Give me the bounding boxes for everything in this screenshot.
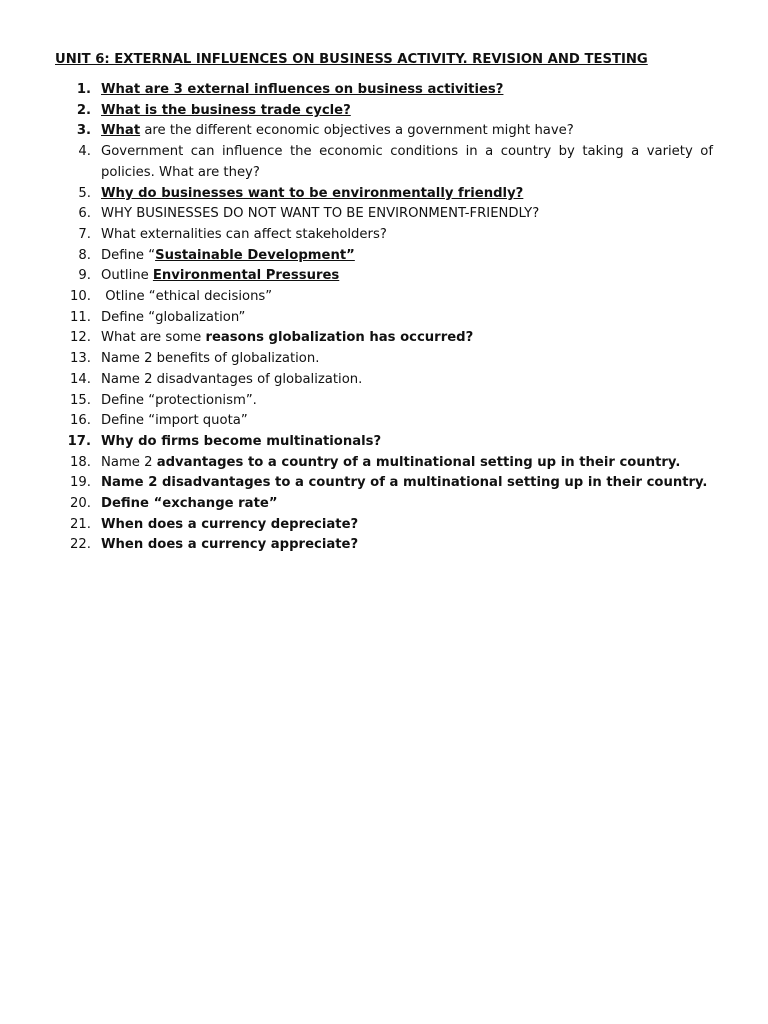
question-text: What are some — [101, 330, 206, 346]
question-item — [55, 225, 713, 246]
question-text: Name 2 disadvantages to a country of a multinational setting up in their country. — [101, 475, 708, 491]
question-number: 5. — [78, 185, 91, 201]
question-number: 15. — [70, 392, 91, 408]
question-number: 13. — [70, 351, 91, 367]
question-text: Sustainable Development” — [155, 247, 355, 263]
question-number: 8. — [78, 247, 91, 263]
question-text: Name 2 — [101, 454, 157, 470]
question-item — [55, 453, 713, 474]
question-item — [55, 287, 713, 308]
question-text: WHY BUSINESSES DO NOT WANT TO BE ENVIRONMENT-FRIENDLY? — [101, 206, 540, 222]
question-item — [55, 142, 718, 183]
question-text: reasons globalization has occurred? — [205, 330, 474, 346]
question-item — [55, 308, 713, 329]
question-number: 22. — [70, 537, 91, 553]
question-item — [55, 370, 713, 391]
question-item — [55, 515, 713, 536]
question-item — [55, 349, 713, 370]
question-text: Define “import quota” — [101, 413, 248, 429]
question-text: Environmental Pressures — [152, 268, 340, 284]
question-number: 16. — [70, 413, 91, 429]
question-item — [55, 473, 713, 494]
question-text: Why do businesses want to be environmentally friendly? — [101, 185, 524, 201]
question-number: 18. — [70, 454, 91, 470]
question-item — [55, 246, 713, 267]
question-number: 20. — [70, 496, 91, 512]
question-item — [55, 204, 713, 225]
question-item — [55, 432, 713, 453]
question-list — [55, 80, 718, 556]
question-number: 19. — [70, 475, 91, 491]
question-number: 7. — [78, 226, 91, 242]
question-text: Name 2 disadvantages of globalization. — [101, 371, 363, 387]
question-text: Define “ — [101, 247, 156, 263]
question-item — [55, 411, 713, 432]
question-number: 12. — [70, 330, 91, 346]
question-item — [55, 266, 713, 287]
question-number: 14. — [70, 371, 91, 387]
question-text: What is the business trade cycle? — [101, 102, 351, 118]
question-text: Define “globalization” — [101, 309, 246, 325]
question-number: 21. — [70, 516, 91, 532]
question-text: Define “protectionism”. — [101, 392, 257, 408]
question-item — [55, 494, 713, 515]
question-text: What are 3 external influences on business activities? — [101, 82, 504, 97]
question-item — [55, 121, 713, 142]
question-number: 1. — [76, 82, 91, 97]
question-item — [55, 184, 713, 205]
question-text: Why do firms become multinationals? — [101, 433, 382, 449]
question-item — [55, 101, 713, 122]
question-item — [55, 328, 713, 349]
question-text: Define “exchange rate” — [101, 496, 278, 512]
question-item — [55, 535, 713, 556]
question-text: are the different economic objectives a government might have? — [140, 123, 574, 139]
question-item — [55, 80, 713, 101]
question-number: 4. — [78, 144, 91, 160]
question-number: 2. — [76, 102, 91, 118]
question-text: When does a currency appreciate? — [101, 537, 359, 553]
document-title: UNIT 6: EXTERNAL INFLUENCES ON BUSINESS ACTIVITY. REVISION AND TESTING — [55, 52, 648, 67]
question-text: Outline — [101, 268, 153, 284]
question-number: 17. — [67, 433, 91, 449]
question-number: 6. — [78, 206, 91, 222]
question-text: Name 2 benefits of globalization. — [101, 351, 320, 367]
question-text: What — [101, 123, 141, 139]
question-number: 10. — [70, 289, 91, 305]
question-number: 9. — [78, 268, 91, 284]
document-page — [55, 50, 718, 556]
question-text: advantages to a country of a multinational setting up in their country. — [156, 454, 681, 470]
question-item — [55, 391, 713, 412]
question-text: When does a currency depreciate? — [101, 516, 359, 532]
question-number: 3. — [76, 123, 91, 139]
question-text: What externalities can affect stakeholders? — [101, 226, 387, 242]
question-text: Otline “ethical decisions” — [101, 289, 273, 305]
question-number: 11. — [70, 309, 91, 325]
question-text: Government can influence the economic conditions in a country by taking a variety of policies. What are they? — [101, 144, 718, 180]
